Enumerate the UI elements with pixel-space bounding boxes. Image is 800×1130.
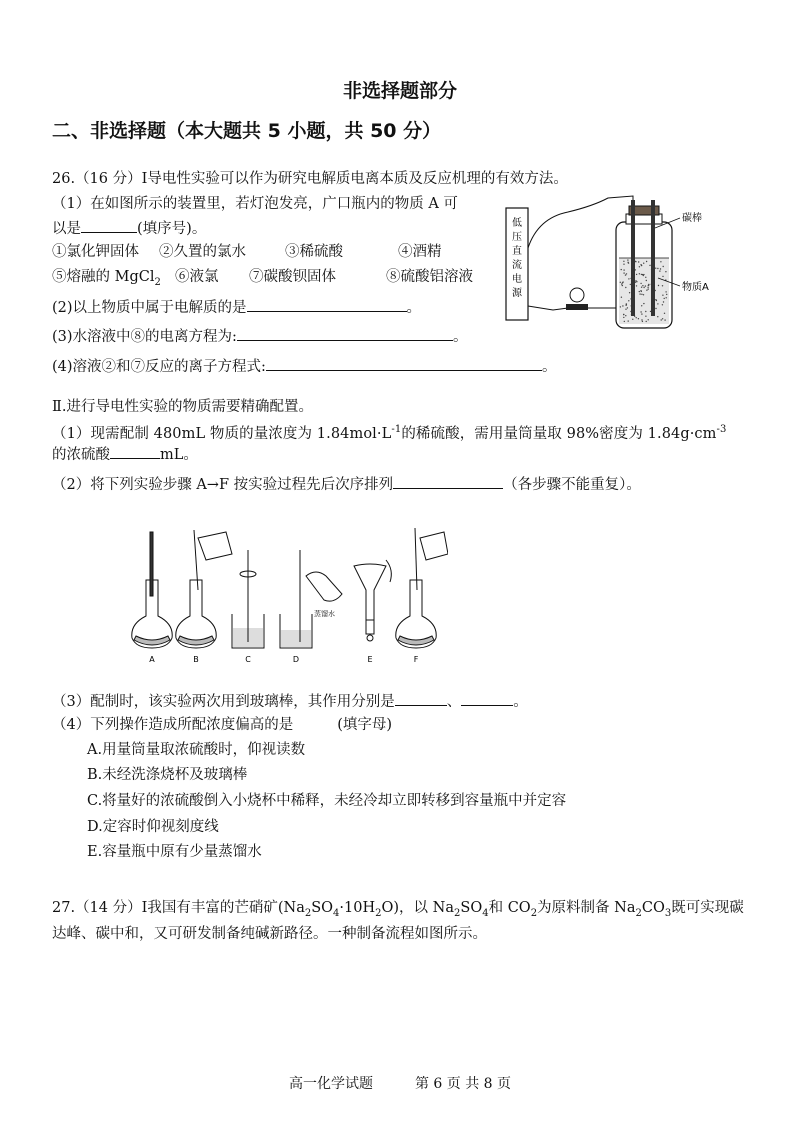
step-c-beaker (232, 550, 264, 648)
step-f-flask (396, 528, 448, 648)
substance-a-label: 物质A (682, 282, 709, 293)
power-supply-label-char: 流 (512, 260, 522, 271)
option-2: ②久置的氯水 (159, 244, 246, 260)
step-label-d: D (292, 655, 300, 664)
bulb-icon (570, 288, 584, 302)
step-e-funnel (354, 560, 391, 641)
q26-p1-prefix: 以是 (52, 221, 81, 237)
option-5: ⑤熔融的 MgCl$_2$ (52, 269, 161, 288)
step-label-c: C (245, 655, 251, 664)
carbon-rod-label: 碳棒 (682, 213, 702, 224)
carbon-rod-1 (631, 200, 635, 316)
power-supply-label-char: 直 (512, 246, 522, 257)
q27-line2: 达峰、碳中和，又可研发制备纯碱新路径。一种制备流程如图所示。 (52, 926, 487, 942)
answer-blank[interactable] (266, 356, 542, 371)
option-7: ⑦碳酸钡固体 (249, 269, 336, 285)
part2-q2: （2）将下列实验步骤 A→F 按实验过程先后次序排列 （各步骤不能重复）。 (52, 474, 641, 494)
substance-a (619, 258, 669, 324)
preparation-steps-figure (128, 520, 448, 670)
options-row-1 (52, 243, 442, 261)
part2-q4: （4）下列操作造成所配浓度偏高的是 (填字母) (52, 717, 393, 733)
step-label-f: F (413, 655, 419, 664)
choice-b: B.未经洗涤烧杯及玻璃棒 (87, 767, 248, 783)
power-supply-label-char: 低 (512, 218, 522, 229)
choice-c: C.将量好的浓硫酸倒入小烧杯中稀释，未经冷却立即转移到容量瓶中并定容 (87, 793, 567, 809)
step-label-b: B (193, 655, 199, 664)
answer-blank[interactable] (81, 218, 137, 233)
answer-blank[interactable] (247, 297, 407, 312)
answer-blank[interactable] (393, 474, 503, 489)
q26-intro: 26.（16 分）Ⅰ导电性实验可以作为研究电解质电离本质及反应机理的有效方法。 (52, 171, 568, 187)
part2-title: Ⅱ.进行导电性实验的物质需要精确配置。 (52, 399, 313, 415)
choice-d: D.定容时仰视刻度线 (87, 819, 219, 835)
bulb-base (566, 304, 588, 310)
distilled-water-label: 蒸馏水 (314, 610, 335, 618)
answer-blank[interactable] (461, 691, 513, 706)
answer-blank[interactable] (237, 326, 453, 341)
part-title: 二、非选择题（本大题共 5 小题，共 50 分） (52, 120, 442, 142)
answer-blank[interactable] (395, 691, 447, 706)
options-row-2 (52, 268, 473, 292)
option-1: ①氯化钾固体 (52, 244, 139, 260)
step-d-beaker (280, 550, 342, 648)
step-a-flask (132, 532, 172, 648)
option-6: ⑥液氯 (175, 269, 219, 285)
part2-q1-line2: 的浓硫酸 mL。 (52, 444, 198, 464)
choice-a: A.用量筒量取浓硫酸时，仰视读数 (87, 742, 306, 758)
conductivity-apparatus-figure (498, 188, 738, 338)
section-title: 非选择题部分 (342, 80, 457, 102)
option-3: ③稀硫酸 (285, 244, 343, 260)
step-b-flask (176, 530, 232, 648)
part2-q1-line1: （1）现需配制 480mL 物质的量浓度为 $1.84mol\cdot L^{-1}$的稀硫酸，需用量筒量取 98%密度为 $1.84g\cdot cm^{-3}$ (52, 424, 727, 442)
page-footer: 高一化学试题 第 6 页 共 8 页 (288, 1076, 512, 1092)
q26-p4: (4)溶液②和⑦反应的离子方程式: 。 (52, 356, 556, 376)
step-label-a: A (149, 655, 155, 664)
power-supply-label-char: 源 (512, 288, 522, 299)
q26-p3: (3)水溶液中⑧的电离方程为: 。 (52, 326, 467, 346)
power-supply-label-char: 电 (512, 274, 522, 285)
answer-blank[interactable] (110, 444, 160, 459)
step-label-e: E (367, 655, 373, 664)
q27-line1: 27.（14 分）Ⅰ我国有丰富的芒硝矿$(Na_2SO_4\cdot 10H_2O)$，以 $Na_2SO_4$和 $CO_2$为原料制备 $Na_2CO_3$既可实现碳 (52, 900, 744, 919)
q26-p2: (2)以上物质中属于电解质的是 。 (52, 297, 421, 317)
part2-q3: （3）配制时，该实验两次用到玻璃棒，其作用分别是 、 。 (52, 691, 528, 711)
q26-p1-suffix: (填序号)。 (137, 221, 207, 237)
option-8: ⑧硫酸铝溶液 (386, 269, 473, 285)
power-supply-label-char: 压 (512, 232, 522, 243)
q26-p1-line2 (52, 218, 206, 238)
q26-p1-line1: （1）在如图所示的装置里，若灯泡发亮，广口瓶内的物质 A 可 (52, 196, 458, 212)
option-4: ④酒精 (398, 244, 442, 260)
carbon-rod-2 (651, 200, 655, 316)
choice-e: E.容量瓶中原有少量蒸馏水 (87, 844, 262, 860)
